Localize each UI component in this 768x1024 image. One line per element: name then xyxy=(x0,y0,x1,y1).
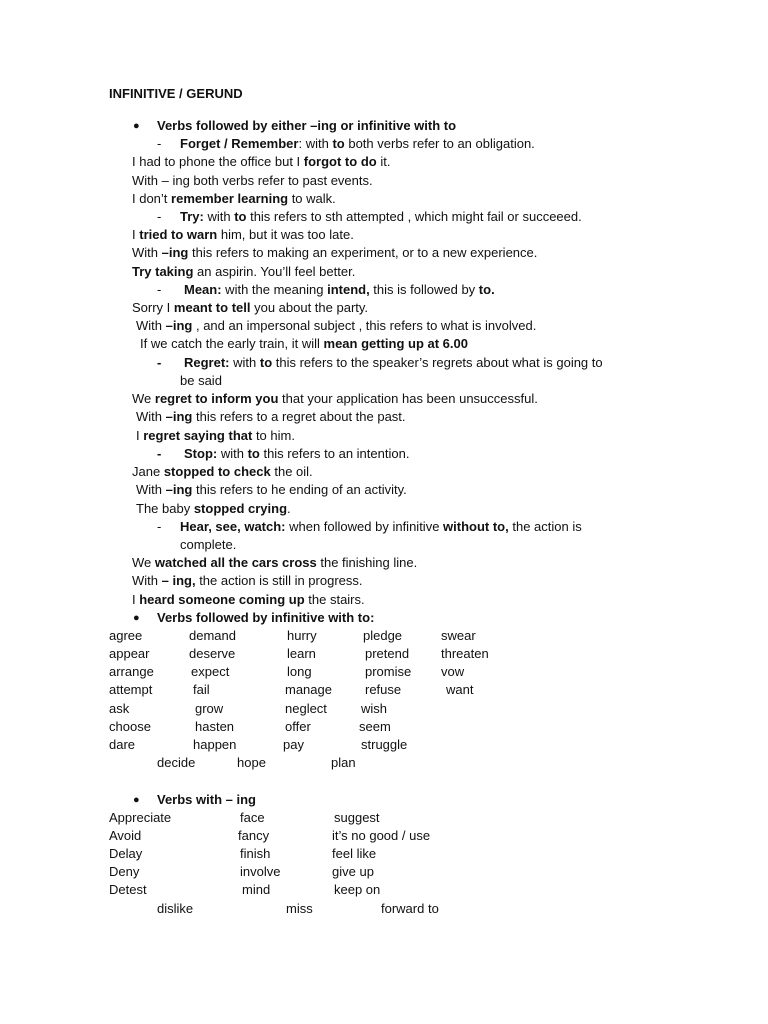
example-line: We watched all the cars cross the finishing line. xyxy=(132,555,418,570)
example-line: The baby stopped crying. xyxy=(136,501,291,516)
verb-word: threaten xyxy=(441,646,489,661)
verb-word: struggle xyxy=(361,737,408,752)
section-heading-ing: Verbs with – ing xyxy=(157,792,256,807)
bullet-icon: ● xyxy=(133,794,140,806)
rule-regret: Regret: with to this refers to the speaker’s regrets about what is going to xyxy=(184,355,603,370)
explanation-line: With – ing, the action is still in progress. xyxy=(132,573,363,588)
verb-word: pretend xyxy=(365,646,410,661)
verb-word: attempt xyxy=(109,682,153,697)
verb-word: mind xyxy=(242,882,271,897)
rule-forget-remember: Forget / Remember: with to both verbs refer to an obligation. xyxy=(180,136,535,151)
verb-word: decide xyxy=(157,755,196,770)
verb-word: appear xyxy=(109,646,150,661)
section-heading-infinitive: Verbs followed by infinitive with to: xyxy=(157,610,375,625)
verb-word: plan xyxy=(331,755,356,770)
verb-word: suggest xyxy=(334,810,380,825)
verb-word: keep on xyxy=(334,882,381,897)
verb-word: long xyxy=(287,664,312,679)
verb-word: promise xyxy=(365,664,412,679)
verb-word: Delay xyxy=(109,846,143,861)
example-line: Try taking an aspirin. You’ll feel better. xyxy=(132,264,356,279)
explanation-line: With –ing this refers to making an experiment, or to a new experience. xyxy=(132,245,538,260)
verb-word: neglect xyxy=(285,701,327,716)
rule-mean: Mean: with the meaning intend, this is followed by to. xyxy=(184,282,495,297)
dash-icon: - xyxy=(157,282,162,297)
rule-hear-see-watch: Hear, see, watch: when followed by infinitive without to, the action is xyxy=(180,519,582,534)
verb-word: grow xyxy=(195,701,224,716)
verb-word: hurry xyxy=(287,628,317,643)
example-line: I heard someone coming up the stairs. xyxy=(132,592,365,607)
verb-word: pay xyxy=(283,737,304,752)
verb-word: want xyxy=(446,682,474,697)
example-line: I don’t remember learning to walk. xyxy=(132,191,336,206)
verb-word: miss xyxy=(286,901,313,916)
verb-word: Deny xyxy=(109,864,140,879)
verb-word: happen xyxy=(193,737,237,752)
verb-word: seem xyxy=(359,719,391,734)
verb-word: learn xyxy=(287,646,316,661)
verb-word: finish xyxy=(240,846,271,861)
verb-word: fail xyxy=(193,682,210,697)
verb-word: give up xyxy=(332,864,374,879)
explanation-line: With –ing , and an impersonal subject , this refers to what is involved. xyxy=(136,318,537,333)
verb-word: Appreciate xyxy=(109,810,172,825)
example-line: I had to phone the office but I forgot to do it. xyxy=(132,154,391,169)
verb-word: Avoid xyxy=(109,828,142,843)
verb-word: pledge xyxy=(363,628,403,643)
explanation-line: With – ing both verbs refer to past events. xyxy=(132,173,373,188)
explanation-line: With –ing this refers to a regret about the past. xyxy=(136,409,406,424)
rule-regret-continued: be said xyxy=(180,373,222,388)
verb-word: feel like xyxy=(332,846,377,861)
verb-word: ask xyxy=(109,701,130,716)
verb-word: demand xyxy=(189,628,236,643)
verb-word: choose xyxy=(109,719,151,734)
page-title: INFINITIVE / GERUND xyxy=(109,86,243,101)
example-line: I regret saying that to him. xyxy=(136,428,295,443)
example-line: Sorry I meant to tell you about the party. xyxy=(132,300,369,315)
verb-word: expect xyxy=(191,664,230,679)
dash-icon: - xyxy=(157,446,162,461)
bullet-icon: ● xyxy=(133,120,140,132)
verb-word: vow xyxy=(441,664,465,679)
dash-icon: - xyxy=(157,519,162,534)
example-line: If we catch the early train, it will mean getting up at 6.00 xyxy=(140,336,468,351)
example-line: We regret to inform you that your application has been unsuccessful. xyxy=(132,391,538,406)
dash-icon: - xyxy=(157,209,162,224)
rule-try: Try: with to this refers to sth attempted , which might fail or succeeed. xyxy=(180,209,582,224)
verb-word: deserve xyxy=(189,646,236,661)
example-line: I tried to warn him, but it was too late. xyxy=(132,227,354,242)
verb-word: it’s no good / use xyxy=(332,828,431,843)
verb-word: hope xyxy=(237,755,266,770)
verb-word: offer xyxy=(285,719,311,734)
dash-icon: - xyxy=(157,136,162,151)
verb-word: swear xyxy=(441,628,476,643)
dash-icon: - xyxy=(157,355,162,370)
verb-word: wish xyxy=(361,701,388,716)
verb-word: dislike xyxy=(157,901,194,916)
example-line: Jane stopped to check the oil. xyxy=(132,464,313,479)
verb-word: manage xyxy=(285,682,332,697)
verb-word: dare xyxy=(109,737,136,752)
rule-hear-continued: complete. xyxy=(180,537,237,552)
verb-word: forward to xyxy=(381,901,439,916)
bullet-icon: ● xyxy=(133,612,140,624)
verb-word: involve xyxy=(240,864,281,879)
rule-stop: Stop: with to this refers to an intention. xyxy=(184,446,410,461)
verb-word: fancy xyxy=(238,828,270,843)
verb-word: hasten xyxy=(195,719,235,734)
verb-word: agree xyxy=(109,628,143,643)
verb-word: face xyxy=(240,810,265,825)
verb-word: arrange xyxy=(109,664,154,679)
verb-word: refuse xyxy=(365,682,402,697)
verb-word: Detest xyxy=(109,882,147,897)
explanation-line: With –ing this refers to he ending of an activity. xyxy=(136,482,407,497)
section-heading-either: Verbs followed by either –ing or infinitive with to xyxy=(157,118,457,133)
